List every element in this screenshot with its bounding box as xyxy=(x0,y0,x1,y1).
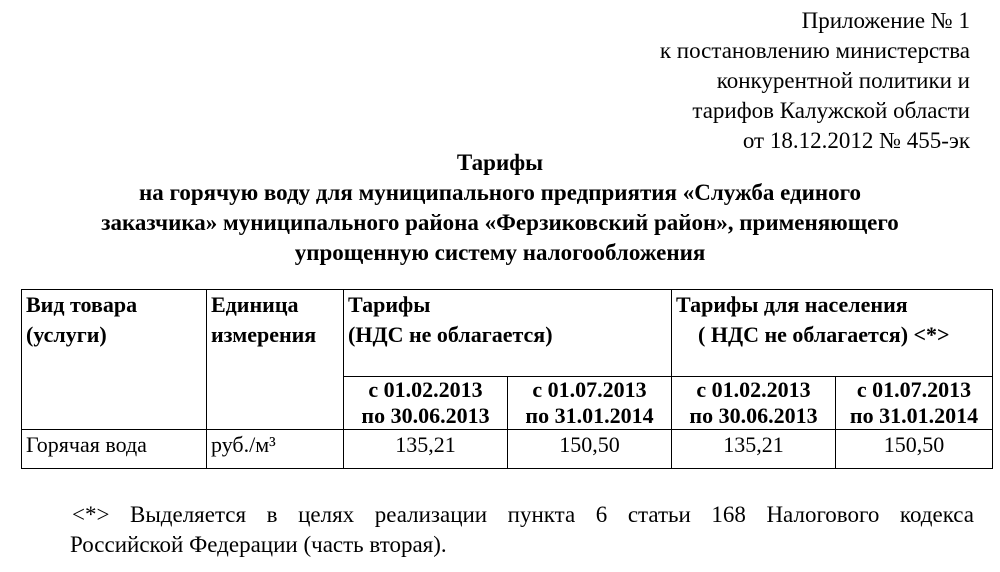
title-heading: Тарифы xyxy=(456,150,544,175)
period-cell xyxy=(508,377,672,430)
row-unit: руб./м³ xyxy=(207,430,344,469)
header-tariffs xyxy=(344,290,672,377)
row-value: 135,21 xyxy=(672,430,836,469)
appendix-line: Приложение № 1 xyxy=(801,8,970,33)
period-cell xyxy=(344,377,508,430)
header-tariffs-title: Тарифы xyxy=(348,292,431,317)
row-value: 150,50 xyxy=(836,430,993,469)
period-to: по 30.06.2013 xyxy=(361,403,490,428)
title-line: на горячую воду для муниципального предприятия «Служба единого xyxy=(138,180,861,205)
period-from: с 01.07.2013 xyxy=(532,377,647,402)
row-value: 150,50 xyxy=(508,430,672,469)
appendix-line: конкурентной политики и xyxy=(716,68,970,93)
tariff-table xyxy=(21,289,993,469)
period-from: с 01.02.2013 xyxy=(696,377,811,402)
period-from: с 01.02.2013 xyxy=(368,377,483,402)
header-unit: Единица измерения xyxy=(207,290,344,430)
table-header-row xyxy=(22,290,993,377)
header-product: Вид товара (услуги) xyxy=(22,290,207,430)
title-line: упрощенную систему налогообложения xyxy=(294,240,706,265)
header-tariffs-vat: (НДС не облагается) xyxy=(348,322,553,347)
document-title xyxy=(20,148,980,268)
period-to: по 30.06.2013 xyxy=(689,403,818,428)
period-to: по 31.01.2014 xyxy=(849,403,979,428)
footnote xyxy=(72,500,974,560)
header-population-tariffs xyxy=(672,290,993,377)
appendix-line: к постановлению министерства xyxy=(659,38,970,63)
footnote-line: Российской Федерации (часть вторая). xyxy=(70,532,447,557)
period-cell xyxy=(836,377,993,430)
period-to: по 31.01.2014 xyxy=(525,403,654,428)
header-population-vat: ( НДС не облагается) <*> xyxy=(698,322,950,347)
appendix-header xyxy=(660,6,970,156)
row-value: 135,21 xyxy=(344,430,508,469)
header-population-title: Тарифы для населения xyxy=(676,292,908,317)
footnote-line: <*> Выделяется в целях реализации пункта 6 статьи 168 Налогового кодекса xyxy=(72,502,974,527)
title-line: заказчика» муниципального района «Ферзиковский район», применяющего xyxy=(101,210,899,235)
appendix-line: от 18.12.2012 № 455-эк xyxy=(742,128,970,153)
period-from: с 01.07.2013 xyxy=(856,377,972,402)
appendix-line: тарифов Калужской области xyxy=(692,98,970,123)
row-product: Горячая вода xyxy=(22,430,207,469)
period-cell xyxy=(672,377,836,430)
table-row xyxy=(22,430,993,469)
